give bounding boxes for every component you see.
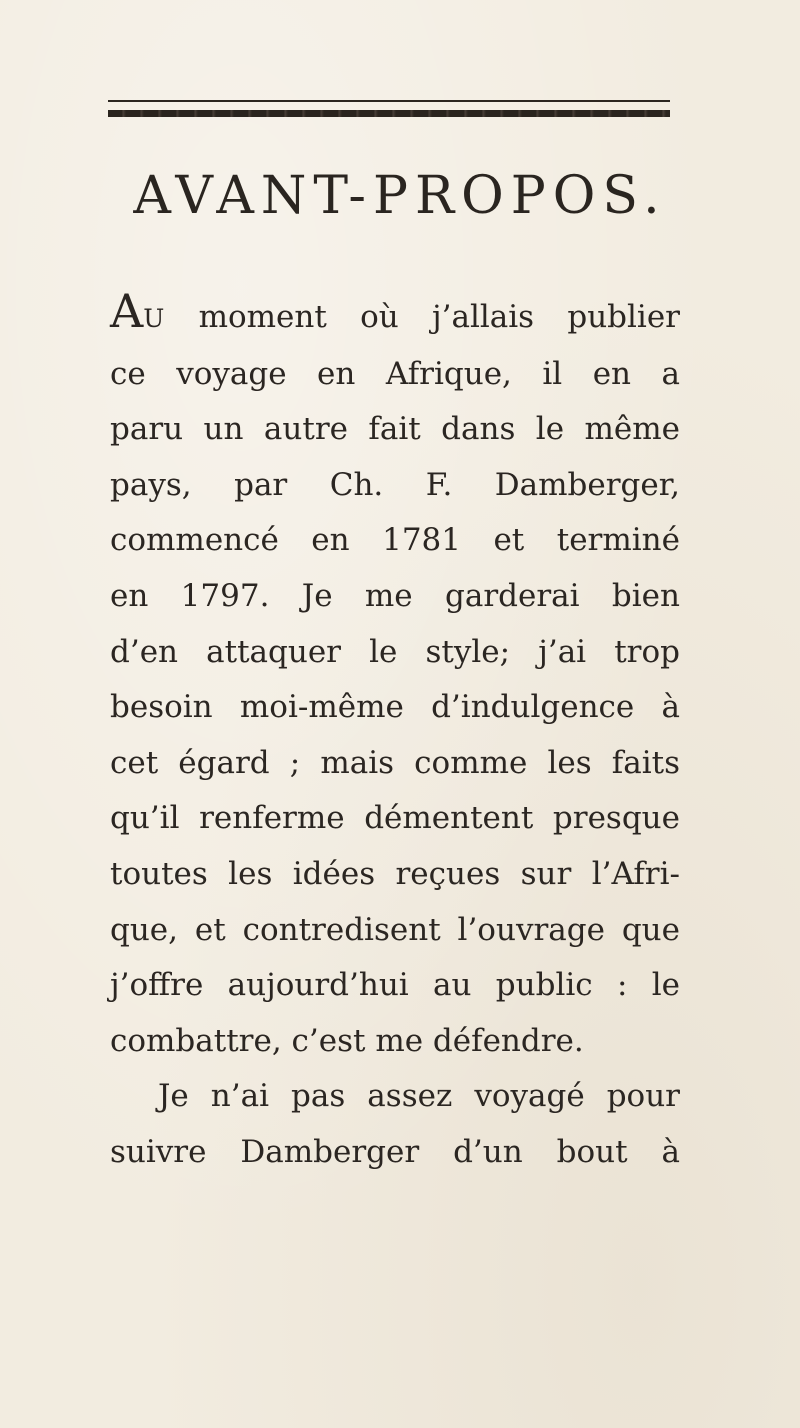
text-line: d’en attaquer le style; j’ai trop <box>110 633 680 670</box>
page-heading: AVANT-PROPOS. <box>133 166 667 226</box>
text-line: qu’il renferme démentent presque <box>110 800 680 837</box>
text-line <box>110 284 680 347</box>
text-line: ce voyage en Afrique, il en a <box>110 355 680 392</box>
text-line: en 1797. Je me garderai bien <box>110 577 680 614</box>
text-line: pays, par Ch. F. Damberger, <box>110 466 680 503</box>
line-text: moment où j’allais publier <box>165 299 680 335</box>
header-rule-thick <box>108 110 670 117</box>
text-line: Je n’ai pas assez voyagé pour <box>158 1078 680 1115</box>
header-rule-thin <box>108 100 670 102</box>
body-text <box>110 284 680 1181</box>
text-line: toutes les idées reçues sur l’Afri- <box>110 855 680 892</box>
text-line: combattre, c’est me défendre. <box>110 1022 584 1059</box>
text-line: besoin moi-même d’indulgence à <box>110 689 680 726</box>
text-line: que, et contredisent l’ouvrage que <box>110 911 680 948</box>
text-line: j’offre aujourd’hui au public : le <box>110 967 680 1004</box>
text-line: suivre Damberger d’un bout à <box>110 1133 680 1170</box>
small-cap: U <box>143 304 166 333</box>
text-line: commencé en 1781 et terminé <box>110 522 680 559</box>
text-line: paru un autre fait dans le même <box>110 411 680 448</box>
drop-cap: A <box>110 284 144 338</box>
text-line: cet égard ; mais comme les faits <box>110 744 680 781</box>
